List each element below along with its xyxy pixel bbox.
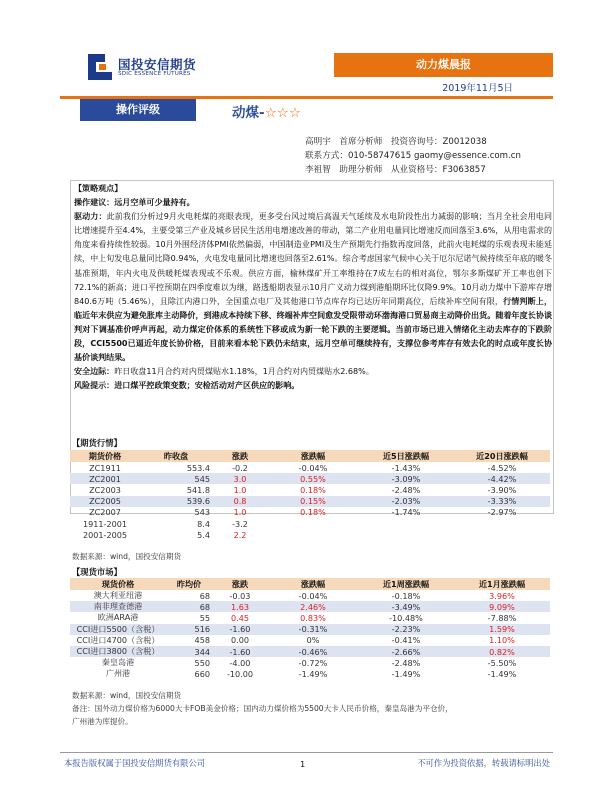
spot-change: -4.00 xyxy=(229,657,251,668)
spot-1m-pct: 9.09% xyxy=(454,601,550,612)
driver-text: 此前我们分析过9月火电耗煤的亮眼表现，更多受台风过境后高温天气延续及水电阶段性出力减弱的影响；当月全社会用电同比增速提升至4.4%，主要受第三产业及城乡居民生活用电增速改善的带动，第二产业用电量同比增速反而回落至3.6%，从用电需求的角度来看持续性较弱。10月外围经济体PMI依然偏弱，中国制造业PMI及生产预期先行指数再度回落，此前火电耗煤的乐观表现未能延续，中上旬发电总量同比降0.94%，火电发电量同比增速也回落至2.61%。综合考虑国家气候中心关于厄尔尼诺气候持续至年底的暖冬基准预期，年内火电及供暖耗煤表现或不乐观。供应方面，榆林煤矿开工率维持在7成左右的相对高位，鄂尔多斯煤矿开工率也创下72.1%的新高；进口平控预期在四季度难以为继，路透船期表显示10月广义动力煤到港船期环比仅降9.9%。10月动力煤中下游库存增840.6万吨（5.46%），且除江内港口外，全国重点电厂及其他港口节点库存均已达历年同期高位，后续补库空间有限， xyxy=(74,212,553,306)
spot-change-pct: 0.83% xyxy=(300,612,326,623)
spot-location: 南非理查德港 xyxy=(70,601,166,612)
futures-change-pct xyxy=(268,518,358,529)
spot-col-header: 昨均价 xyxy=(166,578,212,590)
logo-english-name: SDIC ESSENCE FUTURES xyxy=(118,71,191,77)
spot-row xyxy=(70,590,550,601)
futures-change: 1.0 xyxy=(233,507,247,518)
futures-col-header: 近5日涨跌幅 xyxy=(358,450,454,462)
spot-change-pct: -0.31% xyxy=(268,624,358,635)
spot-avg-price: 344 xyxy=(166,646,212,657)
spot-1w-pct: -3.49% xyxy=(358,601,454,612)
futures-contract: 1911-2001 xyxy=(82,518,128,529)
futures-close: 5.4 xyxy=(197,529,210,540)
spot-row xyxy=(70,635,550,646)
futures-change-pct: 0.15% xyxy=(268,496,358,507)
futures-row xyxy=(70,529,550,540)
spot-location: 秦皇岛港 xyxy=(101,657,135,668)
spot-1w-pct: -0.18% xyxy=(391,590,421,601)
risk-text: 进口煤平控政策变数；安检活动对产区供应的影响。 xyxy=(114,381,300,391)
futures-close: 553.4 xyxy=(186,462,210,473)
spot-col-header: 现货价格 xyxy=(70,578,166,590)
spot-row xyxy=(70,612,550,623)
driver-conclusion: 行情判断上，临近年末供应为避免胀库主动降价，到港成本持续下移、终端补库空间愈发受限带动环渤海港口贸易商主动降价出货。随着年度长协谈判对下调基准价呼声再起，动力煤定价体系的系统性下移或成为新一轮下跌的主要逻辑。当前市场已进入情绪化主动去库存的下跌阶段，CCI5500已逼近年度长协价格，目前来看本轮下跌仍未结束，远月空单可继续持有，支撑位参考库存有效去化的时点或年度长协基价谈判结果。 xyxy=(74,296,553,363)
spot-location: 广州港 xyxy=(105,668,131,679)
advice-label: 操作建议： xyxy=(74,198,115,208)
futures-change: 3.0 xyxy=(212,473,268,484)
spot-change-pct: -1.49% xyxy=(298,668,328,679)
report-type-banner: 动力煤晨报 xyxy=(334,53,553,77)
futures-row xyxy=(70,484,550,495)
futures-col-header: 期货价格 xyxy=(70,450,140,462)
futures-5d-pct: -3.09% xyxy=(358,473,454,484)
futures-change-pct: 0.18% xyxy=(300,484,326,495)
spot-location: 欧洲ARA港 xyxy=(97,612,139,623)
safety-line xyxy=(74,365,552,379)
risk-line xyxy=(74,379,552,393)
futures-20d-pct xyxy=(454,518,550,529)
spot-row xyxy=(70,624,550,635)
analyst-chief: 高明宇 首席分析师 投资咨询号：Z0012038 xyxy=(305,137,487,147)
footer-divider xyxy=(60,752,553,753)
futures-5d-pct xyxy=(358,518,454,529)
spot-col-header: 近1周涨跌幅 xyxy=(358,578,454,590)
spot-1m-pct: -5.50% xyxy=(487,657,517,668)
spot-change-pct: -0.72% xyxy=(298,657,328,668)
futures-change: -3.2 xyxy=(232,518,248,529)
strategy-heading: 【策略观点】 xyxy=(74,184,123,193)
spot-row xyxy=(70,646,550,657)
spot-change: 0.45 xyxy=(230,612,250,623)
driver-paragraph xyxy=(74,210,552,365)
spot-table xyxy=(70,578,550,680)
spot-location: CCI进口4700（含税） xyxy=(76,634,160,645)
futures-5d-pct: -2.48% xyxy=(391,484,421,495)
futures-close: 539.6 xyxy=(140,496,212,507)
spot-avg-price: 550 xyxy=(194,657,210,668)
futures-col-header: 涨跌幅 xyxy=(268,450,358,462)
spot-row xyxy=(70,668,550,679)
futures-20d-pct xyxy=(454,529,550,540)
rating-label-box: 操作评级 xyxy=(80,99,196,121)
rating-stars-icon: ☆☆☆ xyxy=(264,105,301,121)
spot-1m-pct: 0.82% xyxy=(454,646,550,657)
logo-mark-icon xyxy=(88,54,112,80)
spot-data-source: 数据来源：wind，国投安信期货 xyxy=(72,691,182,700)
spot-location: CCI进口3800（含税） xyxy=(70,646,166,657)
analyst-contact: 联系方式：010-58747615 gaomy@essence.com.cn xyxy=(305,151,521,161)
futures-col-header: 涨跌 xyxy=(212,450,268,462)
futures-change: 0.8 xyxy=(212,496,268,507)
spot-location: CCI进口5500（含税） xyxy=(70,624,166,635)
analyst-assistant: 李祖智 助理分析师 从业资格号：F3063857 xyxy=(305,165,486,175)
advice-text: 远月空单可少量持有。 xyxy=(114,198,195,208)
safety-label: 安全边际： xyxy=(74,367,115,377)
spot-1m-pct: 1.59% xyxy=(454,624,550,635)
spot-avg-price: 660 xyxy=(194,668,210,679)
spot-change: -10.00 xyxy=(226,668,254,679)
advice-line xyxy=(74,196,552,210)
page-number: 1 xyxy=(300,759,306,769)
futures-change: 1.0 xyxy=(233,484,247,495)
futures-col-header: 昨收盘 xyxy=(140,450,212,462)
spot-change: 1.63 xyxy=(212,601,268,612)
futures-change-pct: 0.55% xyxy=(268,473,358,484)
futures-20d-pct: -4.42% xyxy=(454,473,550,484)
futures-close: 8.4 xyxy=(197,518,210,529)
futures-change-pct: -0.04% xyxy=(298,462,328,473)
risk-label: 风险提示： xyxy=(74,381,115,391)
spot-row xyxy=(70,601,550,612)
footer-copyright: 本报告版权属于国投安信期货有限公司 xyxy=(64,758,206,768)
spot-col-header: 近1月涨跌幅 xyxy=(454,578,550,590)
futures-contract: ZC2001 xyxy=(70,473,140,484)
footer-disclaimer: 不可作为投资依据，转载请标明出处 xyxy=(417,758,550,768)
spot-avg-price: 55 xyxy=(199,612,210,623)
spot-change-pct: -0.46% xyxy=(268,646,358,657)
spot-change: -1.60 xyxy=(212,624,268,635)
spot-col-header: 涨跌 xyxy=(212,578,268,590)
spot-note-line-2: 广州港为库提价。 xyxy=(72,717,133,726)
spot-change: 0.00 xyxy=(230,635,250,646)
futures-20d-pct: -2.97% xyxy=(487,507,517,518)
futures-5d-pct: -2.03% xyxy=(358,496,454,507)
logo-chinese-name: 国投安信期货 xyxy=(118,57,197,72)
futures-5d-pct: -1.43% xyxy=(391,462,421,473)
spot-1m-pct: 3.96% xyxy=(489,590,515,601)
spot-change-pct: 0% xyxy=(306,635,320,646)
futures-change-pct xyxy=(268,529,358,540)
futures-20d-pct: -4.52% xyxy=(487,462,517,473)
spot-location: 澳大利亚纽港 xyxy=(93,590,143,601)
spot-1w-pct: -2.48% xyxy=(391,657,421,668)
spot-1w-pct: -0.41% xyxy=(391,635,421,646)
report-date: 2019年11月5日 xyxy=(442,83,513,94)
futures-20d-pct: -3.90% xyxy=(487,484,517,495)
driver-label: 驱动力： xyxy=(74,212,107,222)
spot-row xyxy=(70,657,550,668)
futures-5d-pct: -1.74% xyxy=(391,507,421,518)
spot-change-pct: 2.46% xyxy=(268,601,358,612)
commodity-rating xyxy=(232,101,301,121)
futures-change: 2.2 xyxy=(233,529,247,540)
strategy-section xyxy=(74,182,552,393)
spot-col-header: 涨跌幅 xyxy=(268,578,358,590)
spot-change: -1.60 xyxy=(212,646,268,657)
spot-section-title: 【现货市场】 xyxy=(72,567,122,577)
futures-row xyxy=(70,462,550,473)
spot-change: -0.03 xyxy=(229,590,251,601)
spot-1w-pct: -2.66% xyxy=(358,646,454,657)
spot-1m-pct: -1.49% xyxy=(487,668,517,679)
spot-avg-price: 516 xyxy=(166,624,212,635)
futures-row xyxy=(70,507,550,518)
futures-contract: 2001-2005 xyxy=(82,529,128,540)
futures-contract: ZC2007 xyxy=(89,507,121,518)
commodity-name: 动煤- xyxy=(232,105,265,121)
futures-close: 541.8 xyxy=(186,484,210,495)
spot-avg-price: 68 xyxy=(166,601,212,612)
company-logo xyxy=(88,54,208,84)
spot-1m-pct: 1.10% xyxy=(489,635,515,646)
futures-close: 543 xyxy=(194,507,210,518)
futures-5d-pct xyxy=(358,529,454,540)
futures-row xyxy=(70,473,550,484)
spot-change-pct: -0.04% xyxy=(298,590,328,601)
spot-note-line-1: 备注：国外动力煤价格为6000大卡FOB美金价格；国内动力煤价格为5500大卡人民币价格，秦皇岛港为平仓价， xyxy=(72,704,453,713)
futures-contract: ZC2005 xyxy=(70,496,140,507)
safety-text: 昨日收盘11月合约对内贸煤贴水1.18%，1月合约对内贸煤贴水2.68%。 xyxy=(114,367,374,377)
futures-table xyxy=(70,450,550,540)
futures-row xyxy=(70,518,550,529)
futures-section-title: 【期货行情】 xyxy=(72,438,122,448)
futures-contract: ZC2003 xyxy=(89,484,121,495)
spot-1w-pct: -10.48% xyxy=(389,612,423,623)
futures-change: -0.2 xyxy=(232,462,248,473)
spot-1w-pct: -2.23% xyxy=(358,624,454,635)
futures-contract: ZC1911 xyxy=(89,462,121,473)
spot-avg-price: 68 xyxy=(199,590,210,601)
futures-row xyxy=(70,496,550,507)
futures-change-pct: 0.18% xyxy=(300,507,326,518)
futures-data-source: 数据来源：wind，国投安信期货 xyxy=(72,552,182,561)
spot-avg-price: 458 xyxy=(194,635,210,646)
futures-20d-pct: -3.33% xyxy=(454,496,550,507)
futures-close: 545 xyxy=(140,473,212,484)
spot-1m-pct: -7.88% xyxy=(487,612,517,623)
futures-col-header: 近20日涨跌幅 xyxy=(454,450,550,462)
spot-1w-pct: -1.49% xyxy=(391,668,421,679)
